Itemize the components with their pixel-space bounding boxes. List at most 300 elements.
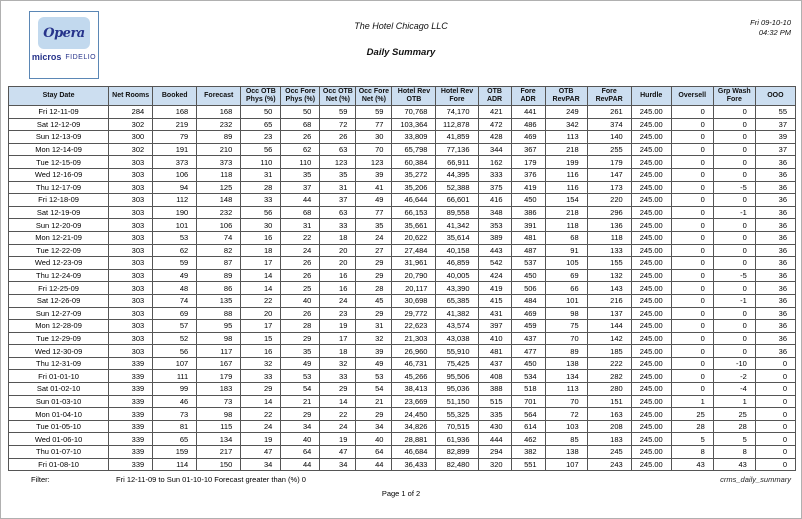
value-cell: 103,364: [392, 118, 436, 131]
value-cell: 43: [671, 458, 713, 471]
value-cell: 339: [109, 408, 153, 421]
value-cell: 303: [109, 194, 153, 207]
value-cell: 41,382: [436, 307, 478, 320]
value-cell: 28: [356, 282, 392, 295]
value-cell: 34: [320, 458, 356, 471]
value-cell: 116: [545, 168, 587, 181]
value-cell: 41: [356, 181, 392, 194]
value-cell: 551: [511, 458, 545, 471]
value-cell: 23: [241, 131, 281, 144]
value-cell: 0: [713, 168, 755, 181]
hotel-name: The Hotel Chicago LLC: [354, 21, 448, 31]
value-cell: 77: [356, 118, 392, 131]
value-cell: 20: [320, 244, 356, 257]
value-cell: 280: [587, 383, 631, 396]
value-cell: 36: [755, 244, 795, 257]
micros-logo-text: micros: [31, 52, 62, 62]
value-cell: 376: [511, 168, 545, 181]
value-cell: 20: [320, 257, 356, 270]
value-cell: 245.00: [631, 131, 671, 144]
value-cell: 31: [356, 320, 392, 333]
value-cell: 0: [671, 156, 713, 169]
value-cell: 16: [320, 269, 356, 282]
value-cell: 424: [478, 269, 511, 282]
value-cell: 339: [109, 446, 153, 459]
value-cell: 477: [511, 345, 545, 358]
stay-date-cell: Wed 01-06-10: [9, 433, 109, 446]
value-cell: 419: [478, 282, 511, 295]
value-cell: 183: [587, 433, 631, 446]
value-cell: 36: [755, 181, 795, 194]
value-cell: 179: [511, 156, 545, 169]
value-cell: 37: [281, 181, 320, 194]
value-cell: 518: [511, 383, 545, 396]
value-cell: 0: [713, 282, 755, 295]
value-cell: 62: [281, 143, 320, 156]
value-cell: 61,936: [436, 433, 478, 446]
value-cell: 151: [587, 395, 631, 408]
value-cell: 0: [671, 219, 713, 232]
value-cell: 66,911: [436, 156, 478, 169]
value-cell: 18: [320, 231, 356, 244]
value-cell: 91: [545, 244, 587, 257]
value-cell: 36: [755, 320, 795, 333]
value-cell: 515: [478, 395, 511, 408]
value-cell: 66: [545, 282, 587, 295]
value-cell: 0: [671, 357, 713, 370]
value-cell: 77,136: [436, 143, 478, 156]
value-cell: 21: [281, 395, 320, 408]
table-row: [9, 206, 796, 219]
value-cell: 34: [241, 458, 281, 471]
value-cell: 245.00: [631, 143, 671, 156]
value-cell: 245.00: [631, 181, 671, 194]
table-row: [9, 181, 796, 194]
value-cell: 168: [153, 106, 197, 119]
value-cell: 64: [281, 446, 320, 459]
value-cell: -1: [713, 294, 755, 307]
value-cell: 294: [478, 446, 511, 459]
value-cell: 245.00: [631, 231, 671, 244]
value-cell: 245.00: [631, 294, 671, 307]
value-cell: 0: [671, 332, 713, 345]
value-cell: 29: [241, 383, 281, 396]
value-cell: 55: [755, 106, 795, 119]
value-cell: 0: [713, 219, 755, 232]
value-cell: 36,433: [392, 458, 436, 471]
value-cell: 245.00: [631, 458, 671, 471]
value-cell: 38,413: [392, 383, 436, 396]
value-cell: 89: [197, 131, 241, 144]
value-cell: 0: [671, 206, 713, 219]
value-cell: 183: [197, 383, 241, 396]
value-cell: -5: [713, 181, 755, 194]
value-cell: 101: [153, 219, 197, 232]
value-cell: 35,206: [392, 181, 436, 194]
value-cell: 75: [545, 320, 587, 333]
table-row: [9, 446, 796, 459]
value-cell: 0: [713, 307, 755, 320]
value-cell: 54: [356, 383, 392, 396]
value-cell: 245.00: [631, 320, 671, 333]
value-cell: 82,899: [436, 446, 478, 459]
value-cell: 29: [281, 408, 320, 421]
value-cell: 155: [587, 257, 631, 270]
value-cell: 391: [511, 219, 545, 232]
value-cell: 65,798: [392, 143, 436, 156]
value-cell: 303: [109, 181, 153, 194]
value-cell: 19: [320, 320, 356, 333]
value-cell: 22: [281, 231, 320, 244]
value-cell: 18: [320, 345, 356, 358]
table-row: [9, 257, 796, 270]
value-cell: 36: [755, 257, 795, 270]
value-cell: 74: [153, 294, 197, 307]
value-cell: 339: [109, 357, 153, 370]
value-cell: 28,881: [392, 433, 436, 446]
value-cell: 66,601: [436, 194, 478, 207]
value-cell: 245.00: [631, 383, 671, 396]
value-cell: 115: [197, 420, 241, 433]
value-cell: 34: [281, 420, 320, 433]
stay-date-cell: Tue 12-29-09: [9, 332, 109, 345]
value-cell: 348: [478, 206, 511, 219]
value-cell: 73: [197, 395, 241, 408]
value-cell: 134: [545, 370, 587, 383]
value-cell: 0: [713, 345, 755, 358]
value-cell: 374: [587, 118, 631, 131]
value-cell: 245.00: [631, 433, 671, 446]
value-cell: 459: [511, 320, 545, 333]
value-cell: 0: [755, 383, 795, 396]
value-cell: 0: [713, 131, 755, 144]
stay-date-cell: Fri 01-08-10: [9, 458, 109, 471]
column-header: Hotel Rev OTB: [392, 87, 436, 106]
column-header: Booked: [153, 87, 197, 106]
value-cell: 63: [320, 143, 356, 156]
value-cell: 44: [281, 194, 320, 207]
value-cell: 64: [356, 446, 392, 459]
value-cell: 70: [356, 143, 392, 156]
value-cell: 112,878: [436, 118, 478, 131]
table-row: [9, 269, 796, 282]
value-cell: 89,558: [436, 206, 478, 219]
stay-date-cell: Sat 12-12-09: [9, 118, 109, 131]
value-cell: 8: [671, 446, 713, 459]
value-cell: 245.00: [631, 408, 671, 421]
value-cell: 68: [545, 231, 587, 244]
stay-date-cell: Mon 12-28-09: [9, 320, 109, 333]
value-cell: 35: [281, 168, 320, 181]
value-cell: 45,266: [392, 370, 436, 383]
fidelio-logo-text: FIDELIO: [65, 53, 97, 61]
value-cell: 18: [241, 244, 281, 257]
value-cell: 344: [478, 143, 511, 156]
value-cell: 245.00: [631, 168, 671, 181]
value-cell: 40,158: [436, 244, 478, 257]
stay-date-cell: Fri 01-01-10: [9, 370, 109, 383]
value-cell: 29: [356, 269, 392, 282]
value-cell: 0: [755, 357, 795, 370]
value-cell: 55,910: [436, 345, 478, 358]
value-cell: 219: [153, 118, 197, 131]
value-cell: 0: [755, 458, 795, 471]
value-cell: 123: [356, 156, 392, 169]
value-cell: 59: [320, 106, 356, 119]
value-cell: 98: [545, 307, 587, 320]
value-cell: 24: [356, 231, 392, 244]
value-cell: 46,644: [392, 194, 436, 207]
value-cell: 41,859: [436, 131, 478, 144]
value-cell: 16: [241, 231, 281, 244]
value-cell: 70: [545, 395, 587, 408]
value-cell: 22,623: [392, 320, 436, 333]
value-cell: 421: [478, 106, 511, 119]
value-cell: 1: [713, 395, 755, 408]
table-row: [9, 345, 796, 358]
value-cell: 36: [755, 219, 795, 232]
value-cell: 59: [153, 257, 197, 270]
value-cell: 506: [511, 282, 545, 295]
daily-summary-table: [8, 86, 796, 471]
stay-date-cell: Sat 12-26-09: [9, 294, 109, 307]
value-cell: 5: [713, 433, 755, 446]
value-cell: 333: [478, 168, 511, 181]
table-row: [9, 383, 796, 396]
value-cell: 88: [197, 307, 241, 320]
value-cell: 245.00: [631, 156, 671, 169]
value-cell: 389: [478, 231, 511, 244]
value-cell: 147: [587, 168, 631, 181]
value-cell: 564: [511, 408, 545, 421]
value-cell: 148: [197, 194, 241, 207]
value-cell: 320: [478, 458, 511, 471]
value-cell: 245.00: [631, 307, 671, 320]
value-cell: 39: [356, 168, 392, 181]
value-cell: 35: [281, 345, 320, 358]
value-cell: 245.00: [631, 345, 671, 358]
value-cell: 55,325: [436, 408, 478, 421]
stay-date-cell: Mon 12-14-09: [9, 143, 109, 156]
value-cell: 163: [587, 408, 631, 421]
value-cell: 415: [478, 294, 511, 307]
table-row: [9, 156, 796, 169]
stay-date-cell: Fri 12-11-09: [9, 106, 109, 119]
value-cell: 0: [671, 269, 713, 282]
value-cell: 469: [511, 131, 545, 144]
value-cell: 26: [281, 131, 320, 144]
value-cell: 30: [356, 131, 392, 144]
value-cell: 46,684: [392, 446, 436, 459]
value-cell: 143: [587, 282, 631, 295]
value-cell: 245.00: [631, 370, 671, 383]
value-cell: 40: [281, 433, 320, 446]
value-cell: 16: [241, 345, 281, 358]
value-cell: 534: [511, 370, 545, 383]
value-cell: 19: [320, 433, 356, 446]
value-cell: 107: [153, 357, 197, 370]
value-cell: 37: [755, 118, 795, 131]
value-cell: 52,388: [436, 181, 478, 194]
value-cell: 65,385: [436, 294, 478, 307]
value-cell: 14: [241, 395, 281, 408]
value-cell: 25: [713, 408, 755, 421]
value-cell: 220: [587, 194, 631, 207]
stay-date-cell: Thu 12-17-09: [9, 181, 109, 194]
value-cell: 50: [281, 106, 320, 119]
value-cell: 36: [755, 231, 795, 244]
value-cell: 0: [671, 181, 713, 194]
value-cell: 26: [281, 257, 320, 270]
value-cell: 0: [713, 106, 755, 119]
value-cell: 29,772: [392, 307, 436, 320]
value-cell: 32: [241, 357, 281, 370]
value-cell: 15: [241, 332, 281, 345]
value-cell: 245.00: [631, 106, 671, 119]
value-cell: 40: [281, 294, 320, 307]
value-cell: 98: [197, 408, 241, 421]
value-cell: 36: [755, 194, 795, 207]
value-cell: 367: [511, 143, 545, 156]
value-cell: 49: [153, 269, 197, 282]
value-cell: 74,170: [436, 106, 478, 119]
table-row: [9, 357, 796, 370]
value-cell: 29: [356, 307, 392, 320]
table-body: [9, 106, 796, 471]
value-cell: 154: [545, 194, 587, 207]
value-cell: 542: [478, 257, 511, 270]
table-row: [9, 106, 796, 119]
value-cell: 106: [197, 219, 241, 232]
value-cell: 133: [587, 244, 631, 257]
value-cell: 0: [755, 370, 795, 383]
value-cell: 218: [545, 206, 587, 219]
value-cell: 303: [109, 257, 153, 270]
column-header: Stay Date: [9, 87, 109, 106]
value-cell: 26,960: [392, 345, 436, 358]
value-cell: 0: [671, 106, 713, 119]
value-cell: 26: [281, 269, 320, 282]
value-cell: 303: [109, 231, 153, 244]
value-cell: 303: [109, 282, 153, 295]
value-cell: 24: [241, 420, 281, 433]
value-cell: 48: [153, 282, 197, 295]
value-cell: 50: [241, 106, 281, 119]
column-header: Grp Wash Fore: [713, 87, 755, 106]
value-cell: 0: [713, 332, 755, 345]
value-cell: 162: [478, 156, 511, 169]
value-cell: 138: [545, 357, 587, 370]
value-cell: 0: [755, 446, 795, 459]
value-cell: 118: [197, 168, 241, 181]
value-cell: 19: [241, 433, 281, 446]
value-cell: 14: [320, 395, 356, 408]
value-cell: 469: [511, 307, 545, 320]
value-cell: 68: [281, 118, 320, 131]
value-cell: 0: [713, 244, 755, 257]
page-indicator: Page 1 of 2: [381, 489, 421, 498]
value-cell: 57: [153, 320, 197, 333]
value-cell: 37: [755, 143, 795, 156]
value-cell: 51,150: [436, 395, 478, 408]
print-time: 04:32 PM: [758, 28, 791, 37]
value-cell: 339: [109, 433, 153, 446]
filter-label: Filter:: [31, 475, 50, 484]
value-cell: 31,961: [392, 257, 436, 270]
value-cell: 472: [478, 118, 511, 131]
value-cell: 111: [153, 370, 197, 383]
value-cell: 28: [671, 420, 713, 433]
value-cell: 47: [320, 446, 356, 459]
value-cell: 45: [356, 294, 392, 307]
value-cell: 1: [671, 395, 713, 408]
value-cell: 0: [671, 383, 713, 396]
value-cell: 30: [241, 219, 281, 232]
value-cell: 28: [713, 420, 755, 433]
value-cell: 98: [197, 332, 241, 345]
value-cell: 21,303: [392, 332, 436, 345]
value-cell: 303: [109, 206, 153, 219]
value-cell: 21: [356, 395, 392, 408]
value-cell: 303: [109, 320, 153, 333]
value-cell: 0: [671, 131, 713, 144]
value-cell: 72: [320, 118, 356, 131]
value-cell: -4: [713, 383, 755, 396]
stay-date-cell: Thu 12-31-09: [9, 357, 109, 370]
value-cell: 79: [153, 131, 197, 144]
value-cell: 339: [109, 383, 153, 396]
value-cell: 382: [511, 446, 545, 459]
value-cell: 261: [587, 106, 631, 119]
value-cell: 484: [511, 294, 545, 307]
value-cell: 419: [511, 181, 545, 194]
value-cell: 0: [671, 244, 713, 257]
value-cell: 110: [281, 156, 320, 169]
value-cell: 103: [545, 420, 587, 433]
value-cell: 35: [356, 219, 392, 232]
value-cell: 0: [755, 408, 795, 421]
stay-date-cell: Thu 12-24-09: [9, 269, 109, 282]
column-header: Fore RevPAR: [587, 87, 631, 106]
value-cell: 284: [109, 106, 153, 119]
value-cell: 36: [755, 168, 795, 181]
column-header: OTB ADR: [478, 87, 511, 106]
value-cell: 36: [755, 345, 795, 358]
value-cell: 282: [587, 370, 631, 383]
value-cell: 117: [197, 345, 241, 358]
value-cell: 24: [281, 244, 320, 257]
value-cell: 65: [153, 433, 197, 446]
table-row: [9, 294, 796, 307]
table-row: [9, 194, 796, 207]
value-cell: 191: [153, 143, 197, 156]
column-header: Oversell: [671, 87, 713, 106]
report-title: Daily Summary: [366, 47, 436, 58]
value-cell: 216: [587, 294, 631, 307]
value-cell: 89: [197, 269, 241, 282]
value-cell: 49: [281, 357, 320, 370]
value-cell: 114: [153, 458, 197, 471]
value-cell: 86: [197, 282, 241, 295]
table-row: [9, 408, 796, 421]
report-code: crms_daily_summary: [720, 475, 791, 484]
value-cell: 142: [587, 332, 631, 345]
value-cell: 95,506: [436, 370, 478, 383]
value-cell: 70,515: [436, 420, 478, 433]
value-cell: 35,661: [392, 219, 436, 232]
value-cell: 245.00: [631, 269, 671, 282]
value-cell: 95,036: [436, 383, 478, 396]
